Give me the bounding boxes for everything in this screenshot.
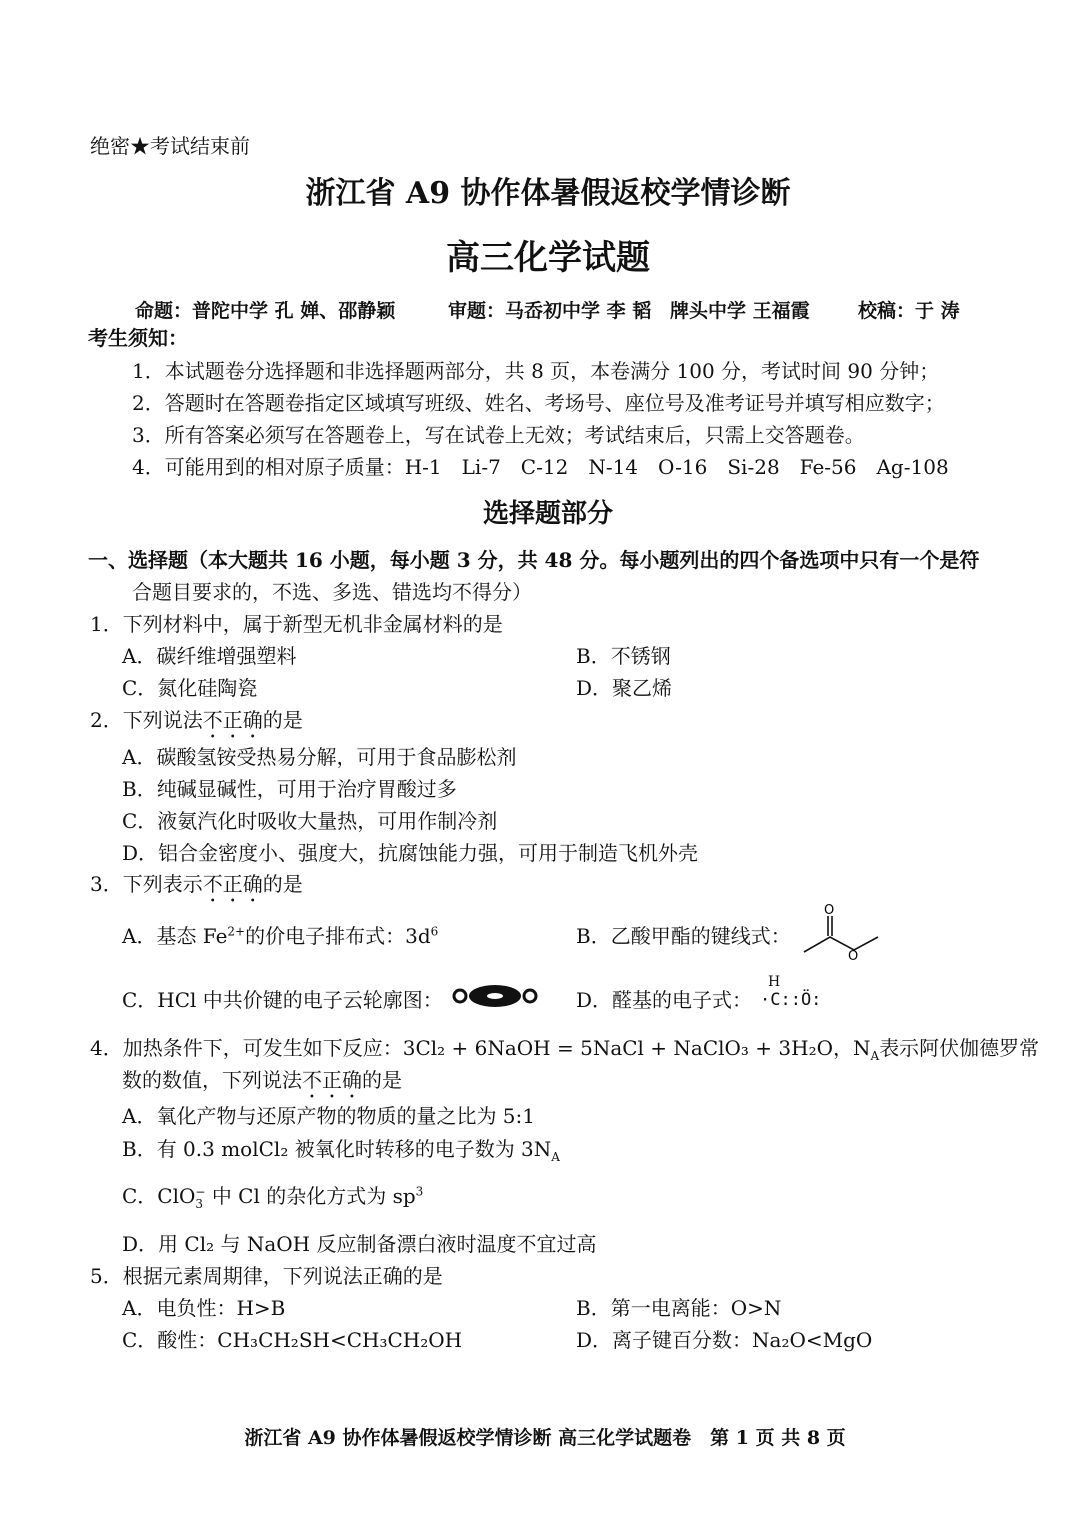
q1-stem: 1．下列材料中，属于新型无机非金属材料的是	[90, 612, 503, 636]
exam-subtitle: 高三化学试题	[446, 238, 650, 278]
secret-label: 绝密★考试结束前	[90, 134, 250, 158]
section-intro: 一、选择题（本大题共 16 小题，每小题 3 分，共 48 分。每小题列出的四个备选项中只有一个是符	[88, 548, 980, 572]
methyl-acetate-skeletal-formula	[800, 900, 890, 960]
page-footer: 浙江省 A9 协作体暑假返校学情诊断 高三化学试题卷 第 1 页 共 8 页	[244, 1427, 846, 1449]
aldehyde-electron-formula: ·C::Ö:	[760, 990, 822, 1010]
notice-item: 1．本试题卷分选择题和非选择题两部分，共 8 页，本卷满分 100 分，考试时间 90 分钟；	[132, 359, 940, 383]
q2-option-a: A．碳酸氢铵受热易分解，可用于食品膨松剂	[122, 745, 517, 769]
q2-option-b: B．纯碱显碱性，可用于治疗胃酸过多	[122, 777, 457, 801]
emphasis-not-correct: 不正确	[202, 708, 263, 732]
q4-option-a: A．氧化产物与还原产物的物质的量之比为 5:1	[122, 1104, 535, 1128]
q5-stem: 5．根据元素周期律，下列说法正确的是	[90, 1264, 443, 1288]
proofreader: 校稿：于 涛	[858, 300, 960, 322]
reviewer: 审题：马岙初中学 李 韬	[448, 300, 652, 322]
q4-stem-2: 数的数值，下列说法不正确的是	[122, 1068, 402, 1092]
q5-option-b: B．第一电离能：O>N	[576, 1296, 782, 1320]
q4-stem: 4．加热条件下，可发生如下反应：3Cl₂ + 6NaOH = 5NaCl + NaClO₃ + 3H₂O，$N_A$表示阿伏伽德罗常	[90, 1036, 1040, 1063]
q5-option-d: D．离子键百分数：Na₂O<MgO	[576, 1328, 873, 1352]
q2-option-d: D．铝合金密度小、强度大，抗腐蚀能力强，可用于制造飞机外壳	[122, 841, 699, 865]
q1-option-a: A．碳纤维增强塑料	[122, 644, 297, 668]
notice-item: 4．可能用到的相对原子质量：H-1 Li-7 C-12 N-14 O-16 Si-28 Fe-56 Ag-108	[132, 455, 949, 479]
oxygen-label-top: O	[824, 903, 835, 918]
q5-option-a: A．电负性：H>B	[122, 1296, 286, 1320]
q5-option-c: C．酸性：CH₃CH₂SH<CH₃CH₂OH	[122, 1328, 463, 1352]
reviewer-2: 牌头中学 王福霞	[670, 300, 810, 322]
q1-option-b: B．不锈钢	[576, 644, 671, 668]
q3-option-c: C．HCl 中共价键的电子云轮廓图：	[122, 988, 443, 1012]
section-title: 选择题部分	[482, 499, 613, 529]
notice-heading: 考生须知：	[88, 326, 188, 350]
q3-option-d: D．醛基的电子式：	[576, 988, 753, 1012]
q3-option-b: B．乙酸甲酯的键线式：	[576, 924, 791, 948]
section-intro-2: 合题目要求的，不选、多选、错选均不得分）	[132, 580, 532, 604]
q4-option-d: D．用 Cl₂ 与 NaOH 反应制备漂白液时温度不宜过高	[122, 1232, 597, 1256]
q3-stem: 3．下列表示不正确的是	[90, 872, 303, 896]
q4-option-c: C．ClO − 3 中 Cl 的杂化方式为 $sp^3$	[122, 1184, 424, 1211]
q3-option-a: A．基态 $Fe^{2+}$的价电子排布式：$3d^6$	[122, 924, 439, 948]
q1-option-d: D．聚乙烯	[576, 676, 673, 700]
q4-option-b: B．有 0.3 molCl₂ 被氧化时转移的电子数为 $3N_A$	[122, 1137, 560, 1164]
emphasis-not-correct: 不正确	[202, 872, 263, 896]
emphasis-not-correct: 不正确	[302, 1068, 362, 1092]
q2-stem: 2．下列说法不正确的是	[90, 708, 303, 732]
notice-item: 2．答题时在答题卷指定区域填写班级、姓名、考场号、座位号及准考证号并填写相应数字；	[132, 391, 945, 415]
q2-option-c: C．液氨汽化时吸收大量热，可用作制冷剂	[122, 809, 498, 833]
electron-cloud-diagram	[452, 982, 538, 1010]
q1-option-c: C．氮化硅陶瓷	[122, 676, 258, 700]
composer: 命题：普陀中学 孔 婵、邵静颖	[135, 300, 396, 322]
notice-item: 3．所有答案必须写在答题卷上，写在试卷上无效；考试结束后，只需上交答题卷。	[132, 423, 865, 447]
aldehyde-h-atom: H	[768, 974, 781, 990]
oxygen-label-ester: O	[848, 949, 859, 960]
exam-title: 浙江省 A9 协作体暑假返校学情诊断	[305, 176, 791, 211]
